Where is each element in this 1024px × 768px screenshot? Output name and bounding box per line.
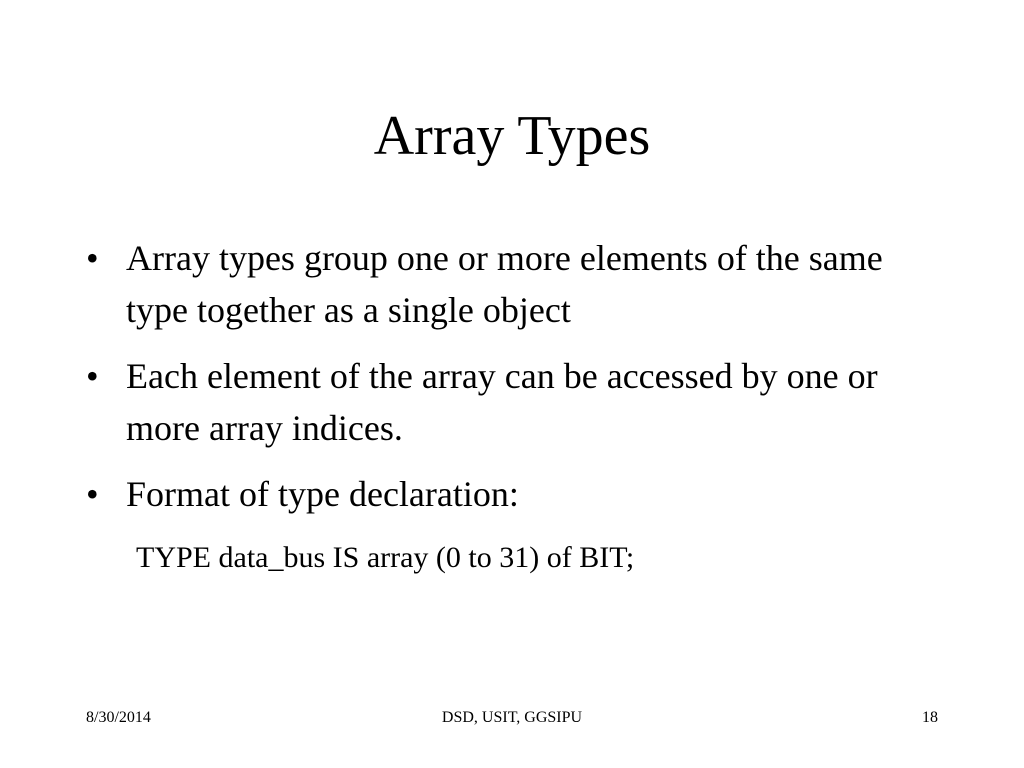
bullet-item [86,468,946,520]
slide-title: Array Types [373,105,651,167]
bullet-item [86,232,946,336]
footer-center-text: DSD, USIT, GGSIPU [441,709,583,726]
bullet-list [86,232,946,534]
bullet-icon: • [86,474,99,514]
bullet-text: Array types group one or more elements of the same type together as a single object [126,238,883,330]
bullet-text: Format of type declaration: [126,474,519,514]
footer-date: 8/30/2014 [86,709,151,726]
page-number: 18 [922,709,938,726]
bullet-icon: • [86,238,99,278]
bullet-text: Each element of the array can be accessed by one or more array indices. [126,356,878,448]
bullet-icon: • [86,356,99,396]
bullet-item [86,350,946,454]
code-example: TYPE data_bus IS array (0 to 31) of BIT; [136,541,635,574]
